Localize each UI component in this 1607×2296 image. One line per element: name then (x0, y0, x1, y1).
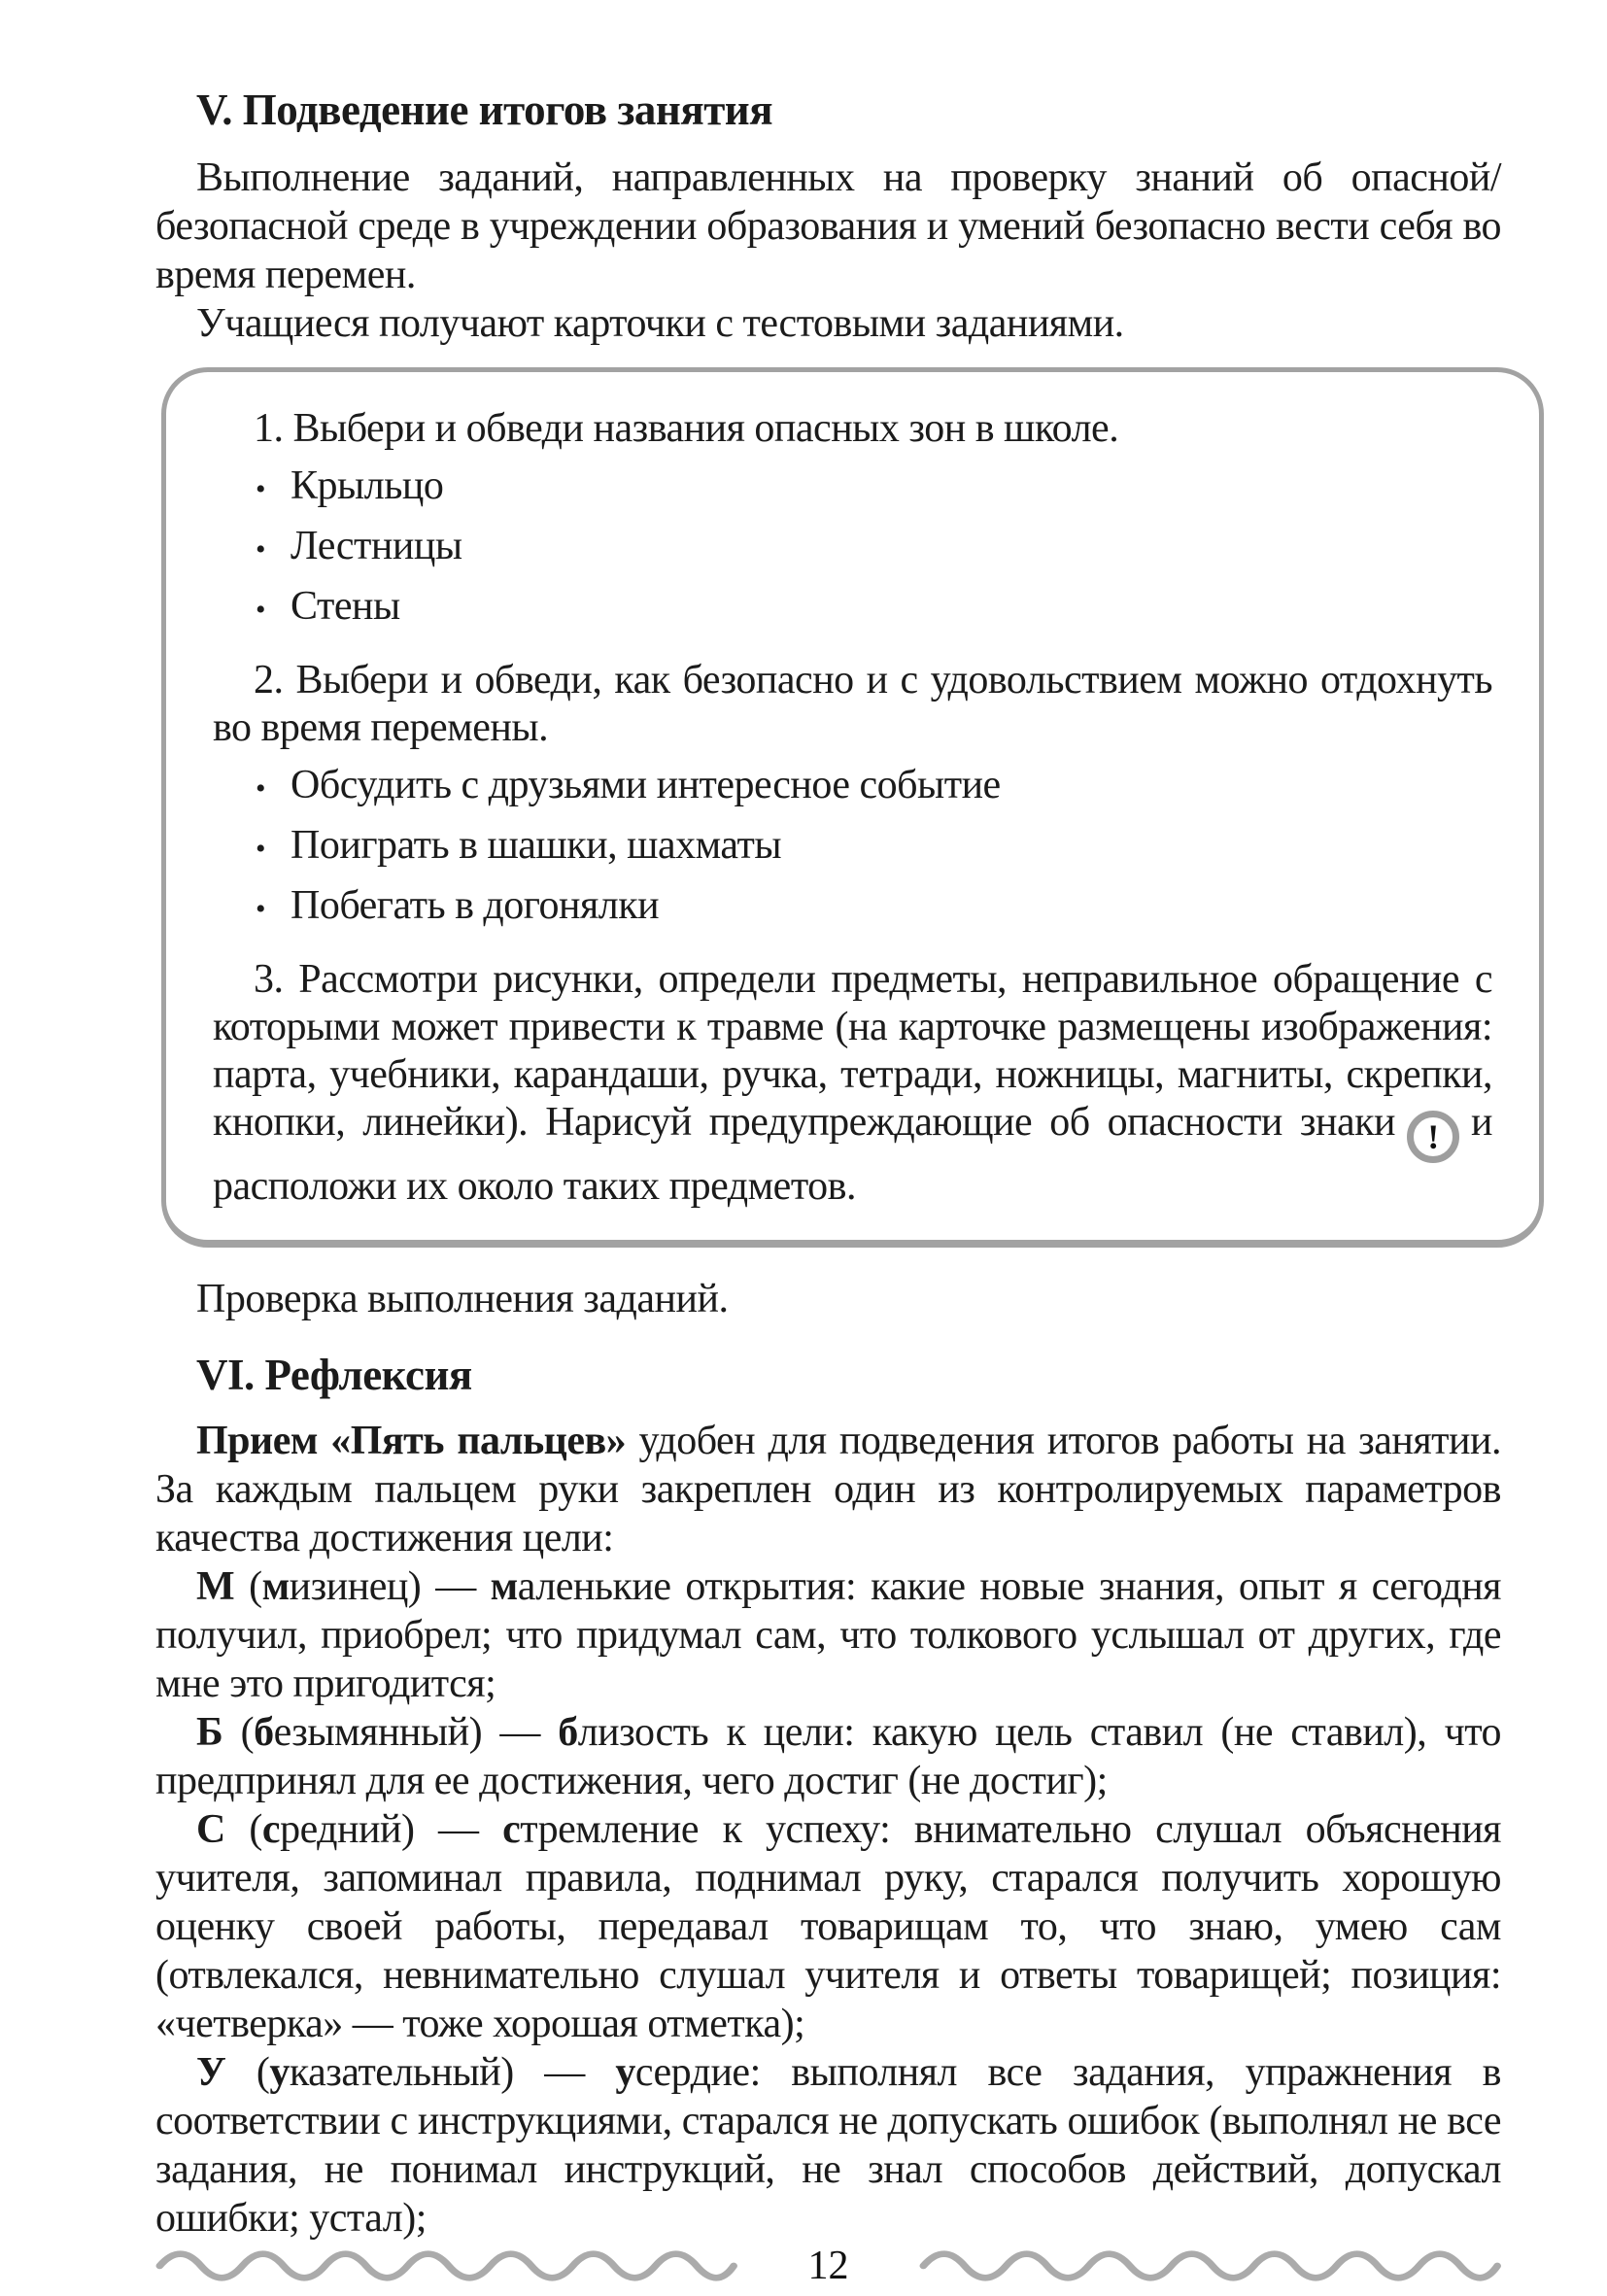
task-card (161, 367, 1544, 1248)
text-segment: тремление к успеху: внимательно слушал объяснения учителя, запоминал правила, поднимал руку, старался получить хорошую оценку своей работы, передавал товарищам то, что знаю, умею сам (отвлекался, невнимательно слушал учителя и ответы товарищей; позиция: «четверка» — тоже хорошая отметка); (155, 1807, 1501, 2046)
task-1 (213, 405, 1492, 634)
text-segment: удобен для подведения итогов работы на занятии. За каждым пальцем руки закреплен один из контролируемых параметров качества достижения цели: (155, 1419, 1501, 1560)
bold-segment: Б (196, 1710, 223, 1755)
bullet-item (256, 523, 1492, 573)
bold-segment: у (269, 2050, 290, 2095)
section-v-after-box: Проверка выполнения заданий. (196, 1277, 729, 1321)
bullet-item (256, 762, 1492, 812)
bullet-text: Обсудить с друзьями интересное событие (291, 763, 1001, 807)
bold-segment: М (196, 1564, 235, 1609)
bold-segment: с (502, 1807, 521, 1852)
page-footer (155, 2243, 1501, 2289)
bold-segment: м (490, 1564, 518, 1609)
bullet-item (256, 583, 1492, 634)
bullet-dot-icon: • (256, 473, 266, 505)
bullet-text: Поиграть в шашки, шахматы (291, 823, 782, 868)
text-segment: ( (225, 2050, 270, 2095)
bullet-dot-icon: • (256, 833, 266, 865)
text-segment: сердие: выполнял все задания, упражнения в соответствии с инструкциями, старался не допускать ошибок (выполнял не все задания, не понимал инструкций, не знал способов действий, допускал ошибки; устал); (155, 2050, 1501, 2241)
bullet-item (256, 822, 1492, 873)
bold-segment: Прием «Пять пальцев» (196, 1419, 627, 1463)
task-3-text (213, 956, 1492, 1211)
section-v-paragraph-1: Выполнение заданий, направленных на проверку знаний об опасной/безопасной среде в учреждении образования и умений безопасно вести себя во время перемен. (155, 155, 1501, 297)
bullet-dot-icon: • (256, 772, 266, 805)
bullet-item (256, 463, 1492, 513)
bullet-text: Крыльцо (291, 463, 444, 508)
task-3-text-after-icon: и расположи их около таких предметов. (213, 1100, 1492, 1209)
text-segment: казательный) — (289, 2050, 616, 2095)
bullet-dot-icon: • (256, 533, 266, 565)
text-segment: лизость к цели: какую цель ставил (не ставил), что предпринял для ее достижения, чего достиг (не достиг); (155, 1710, 1501, 1803)
bold-segment: м (261, 1564, 290, 1609)
bullet-dot-icon: • (256, 594, 266, 626)
bullet-item (256, 882, 1492, 933)
text-segment: ( (222, 1710, 255, 1755)
bold-segment: у (615, 2050, 635, 2095)
task-2-bullets (256, 762, 1492, 933)
task-3 (213, 956, 1492, 1211)
text-segment: редний) — (280, 1807, 503, 1852)
text-segment: ( (234, 1564, 262, 1609)
text-segment: изинец) — (289, 1564, 491, 1609)
reflection-paragraph-s (155, 1805, 1501, 2048)
bold-segment: У (196, 2050, 226, 2095)
warning-glyph: ! (1427, 1117, 1439, 1156)
warning-exclamation-icon (1407, 1111, 1459, 1163)
task-2 (213, 657, 1492, 933)
reflection-paragraph-m (155, 1562, 1501, 1708)
bold-segment: С (196, 1807, 225, 1852)
wavy-line-left-icon (155, 2249, 738, 2282)
section-vi-heading: VI. Рефлексия (196, 1351, 472, 1399)
text-segment: ( (224, 1807, 262, 1852)
reflection-paragraph-b (155, 1708, 1501, 1805)
bold-segment: б (558, 1710, 578, 1755)
section-v-paragraph-2: Учащиеся получают карточки с тестовыми заданиями. (196, 301, 1124, 346)
bullet-text: Побегать в догонялки (291, 883, 660, 928)
task-2-text: 2. Выбери и обведи, как безопасно и с удовольствием можно отдохнуть во время перемены. (213, 658, 1492, 750)
task-1-bullets (256, 463, 1492, 634)
text-segment: аленькие открытия: какие новые знания, опыт я сегодня получил, приобрел; что придумал сам, что толкового услышал от других, где мне это пригодится; (155, 1564, 1502, 1706)
bullet-dot-icon: • (256, 893, 266, 925)
bold-segment: с (261, 1807, 281, 1852)
wavy-line-right-icon (919, 2249, 1502, 2282)
task-3-text-before-icon: 3. Рассмотри рисунки, определи предметы, неправильное обращение с которыми может привести к травме (на карточке размещены изображения: парта, учебники, карандаши, ручка, тетради, ножницы, магниты, скрепки, кнопки, линейки). Нарисуй предупреждающие об опасности знаки (213, 957, 1492, 1145)
task-1-text: 1. Выбери и обведи названия опасных зон в школе. (254, 406, 1119, 451)
bullet-text: Лестницы (291, 524, 462, 568)
text-segment: езымянный) — (273, 1710, 559, 1755)
reflection-paragraph-u (155, 2048, 1501, 2243)
section-v-heading: V. Подведение итогов занятия (196, 86, 773, 134)
page-number: 12 (807, 2244, 849, 2288)
bullet-text: Стены (291, 584, 400, 629)
bold-segment: б (254, 1710, 274, 1755)
reflection-intro-paragraph (155, 1417, 1501, 1562)
